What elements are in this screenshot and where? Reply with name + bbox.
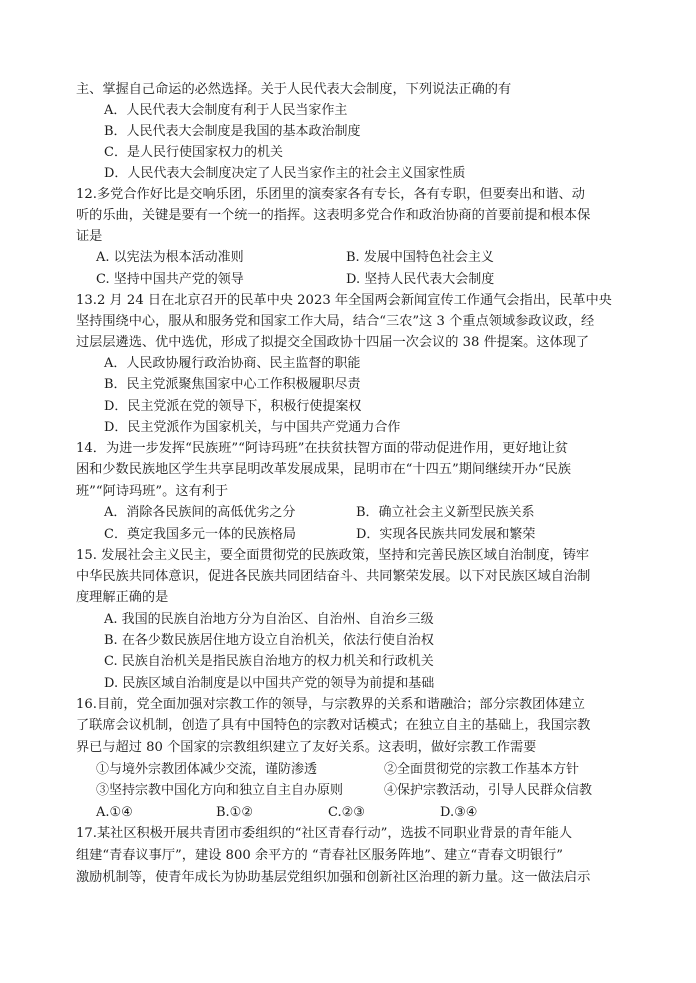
q16-stem-line-3: 界已与超过 80 个国家的宗教组织建立了友好关系。这表明，做好宗教工作需要 — [76, 740, 537, 755]
q15-stem-line-3: 度理解正确的是 — [76, 590, 169, 605]
q16-item-2: ②全面贯彻党的宗教工作基本方针 — [384, 762, 580, 777]
q12-option-a: A. 以宪法为根本活动准则 — [96, 250, 244, 265]
q13-stem-line-3: 过层层遴选、优中选优，形成了拟提交全国政协十四届一次会议的 38 件提案。这体现了 — [76, 335, 590, 350]
q15-stem-line-1: 15. 发展社会主义民主，要全面贯彻党的民族政策，坚持和完善民族区域自治制度，铸牢 — [76, 548, 590, 563]
q17-stem-line-3: 激励机制等，使青年成长为协助基层党组织加强和创新社区治理的新力量。这一做法启示 — [76, 870, 591, 885]
q14-option-a: A．消除各民族间的高低优劣之分 — [104, 505, 296, 520]
q13-option-a: A．人民政协履行政治协商、民主监督的职能 — [104, 356, 361, 371]
q11-option-a: A．人民代表大会制度有利于人民当家作主 — [104, 103, 348, 118]
q15-option-d: D. 民族区域自治制度是以中国共产党的领导为前提和基础 — [104, 676, 435, 691]
q16-item-1: ①与境外宗教团体减少交流，谨防渗透 — [96, 762, 318, 777]
q14-option-c: C．奠定我国多元一体的民族格局 — [104, 527, 296, 542]
q13-option-b: B．民主党派聚焦国家中心工作积极履职尽责 — [104, 377, 361, 392]
q14-stem-line-2: 困和少数民族地区学生共享昆明改革发展成果，昆明市在“十四五”期间继续开办“民族 — [76, 462, 571, 477]
q16-option-b: B.①② — [216, 805, 253, 820]
q12-stem-line-1: 12.多党合作好比是交响乐团，乐团里的演奏家各有专长，各有专职，但要奏出和谐、动 — [76, 187, 585, 202]
q16-stem-line-1: 16.目前，党全面加强对宗教工作的领导，与宗教界的关系和谐融洽；部分宗教团体建立 — [76, 697, 585, 712]
q15-option-c: C. 民族自治机关是指民族自治地方的权力机关和行政机关 — [104, 654, 434, 669]
q13-option-d: D．民主党派作为国家机关，与中国共产党通力合作 — [104, 420, 401, 435]
q16-item-3: ③坚持宗教中国化方向和独立自主自办原则 — [96, 783, 344, 798]
q15-stem-line-2: 中华民族共同体意识，促进各民族共同团结奋斗、共同繁荣发展。以下对民族区域自治制 — [76, 569, 591, 584]
q14-stem-line-3: 班”“阿诗玛班”。这有利于 — [76, 484, 229, 499]
q13-stem-line-1: 13.2 月 24 日在北京召开的民革中央 2023 年全国两会新闻宣传工作通气会指出，民革中央 — [76, 293, 612, 308]
q11-stem: 主、掌握自己命运的必然选择。关于人民代表大会制度，下列说法正确的有 — [76, 82, 512, 97]
q12-stem-line-3: 证是 — [76, 229, 103, 244]
q14-option-d: D．实现各民族共同发展和繁荣 — [356, 527, 536, 542]
q17-stem-line-2: 组建“青春议事厅”，建设 800 余平方的 “青春社区服务阵地”、建立“青春文明银行” — [76, 848, 564, 863]
q12-option-d: D. 坚持人民代表大会制度 — [346, 272, 495, 287]
q11-option-c: C．是人民行使国家权力的机关 — [104, 145, 283, 160]
q12-option-c: C. 坚持中国共产党的领导 — [96, 272, 244, 287]
q16-option-c: C.②③ — [328, 805, 365, 820]
q13-stem-line-2: 坚持围绕中心，服从和服务党和国家工作大局，结合“三农”这 3 个重点领域参政议政，经 — [76, 314, 595, 329]
q12-option-b: B. 发展中国特色社会主义 — [346, 250, 494, 265]
q14-option-b: B．确立社会主义新型民族关系 — [356, 505, 535, 520]
q16-option-d: D.③④ — [440, 805, 478, 820]
q13-option-c: D．民主党派在党的领导下，积极行使提案权 — [104, 399, 362, 414]
q14-stem-line-1: 14．为进一步发挥“民族班”“阿诗玛班”在扶贫扶智方面的带动促进作用，更好地让贫 — [76, 441, 569, 456]
q16-item-4: ④保护宗教活动，引导人民群众信教 — [384, 783, 593, 798]
q15-option-b: B. 在各少数民族居住地方设立自治机关，依法行使自治权 — [104, 633, 434, 648]
q11-option-d: D．人民代表大会制度决定了人民当家作主的社会主义国家性质 — [104, 166, 466, 181]
q11-option-b: B．人民代表大会制度是我国的基本政治制度 — [104, 124, 361, 139]
q15-option-a: A. 我国的民族自治地方分为自治区、自治州、自治乡三级 — [104, 612, 434, 627]
q17-stem-line-1: 17.某社区积极开展共青团市委组织的“社区青春行动”，选拔不同职业背景的青年能人 — [76, 826, 573, 841]
q12-stem-line-2: 听的乐曲，关键是要有一个统一的指挥。这表明多党合作和政治协商的首要前提和根本保 — [76, 208, 591, 223]
q16-stem-line-2: 了联席会议机制，创造了具有中国特色的宗教对话模式；在独立自主的基础上，我国宗教 — [76, 718, 591, 733]
q16-option-a: A.①④ — [96, 805, 133, 820]
